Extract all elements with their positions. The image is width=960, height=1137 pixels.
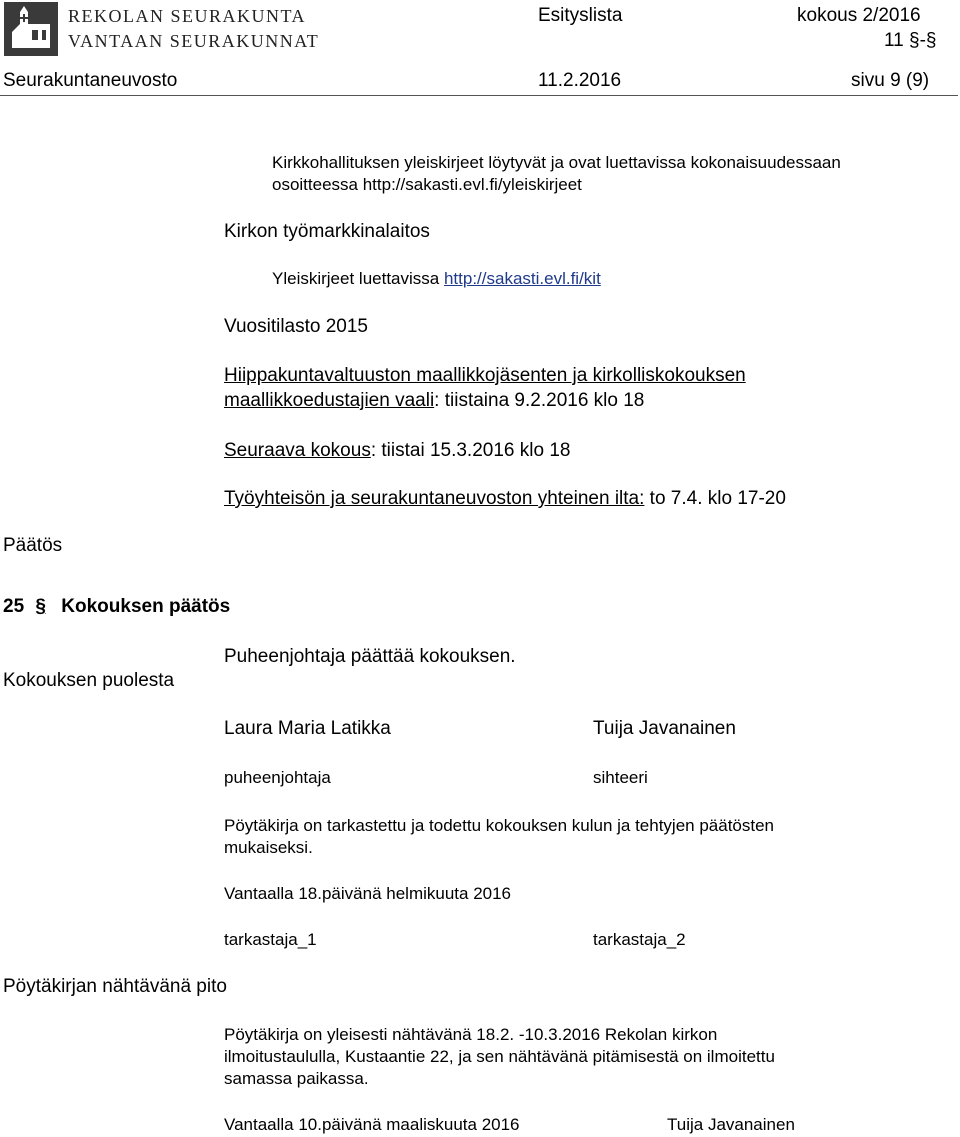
section-number: 25 bbox=[3, 596, 25, 617]
next-meeting-line bbox=[224, 440, 570, 462]
logo-line-1: REKOLAN SEURAKUNTA bbox=[68, 6, 307, 26]
joint-evening-line bbox=[224, 488, 786, 510]
election-title-part-1: Hiippakuntavaltuuston maallikkojäsenten ja kirkolliskokouksen bbox=[224, 365, 746, 386]
chair-role: puheenjohtaja bbox=[224, 768, 331, 787]
joint-evening-label: Työyhteisön ja seurakuntaneuvoston yhteinen ilta: bbox=[224, 488, 645, 509]
next-meeting-date: : tiistai 15.3.2016 klo 18 bbox=[370, 440, 571, 461]
section-heading bbox=[3, 596, 230, 618]
display-place-date: Vantaalla 10.päivänä maaliskuuta 2016 bbox=[224, 1115, 520, 1134]
meeting-number: kokous 2/2016 bbox=[797, 5, 921, 26]
inspection-text-line-1: Pöytäkirja on tarkastettu ja todettu kokouksen kulun ja tehtyjen päätösten bbox=[224, 816, 775, 835]
election-line-2 bbox=[224, 390, 644, 412]
public-display-label: Pöytäkirjan nähtävänä pito bbox=[3, 976, 227, 997]
decision-label: Päätös bbox=[3, 535, 63, 556]
display-text-line-2: ilmoitustaululla, Kustaantie 22, ja sen nähtävänä pitämisestä on ilmoitettu bbox=[224, 1047, 775, 1066]
election-line-1 bbox=[224, 365, 746, 387]
inspector-1: tarkastaja_1 bbox=[224, 930, 317, 949]
meeting-date: 11.2.2016 bbox=[538, 70, 622, 91]
display-text-line-1: Pöytäkirja on yleisesti nähtävänä 18.2. -10.3.2016 Rekolan kirkon bbox=[224, 1025, 718, 1044]
secretary-name: Tuija Javanainen bbox=[593, 718, 736, 739]
header-divider bbox=[0, 95, 958, 96]
election-date: : tiistaina 9.2.2016 klo 18 bbox=[434, 390, 645, 411]
church-emblem-icon bbox=[4, 2, 58, 56]
logo bbox=[4, 2, 320, 56]
kit-link[interactable]: http://sakasti.evl.fi/kit bbox=[443, 269, 601, 288]
closing-statement: Puheenjohtaja päättää kokouksen. bbox=[224, 646, 516, 667]
section-sign: § bbox=[35, 596, 46, 617]
kit-prefix: Yleiskirjeet luettavissa bbox=[272, 269, 444, 288]
election-title-part-2: maallikkoedustajien vaali bbox=[224, 390, 435, 411]
display-signer: Tuija Javanainen bbox=[667, 1115, 795, 1134]
chair-name: Laura Maria Latikka bbox=[224, 718, 391, 739]
on-behalf-label: Kokouksen puolesta bbox=[3, 670, 175, 691]
page-number: sivu 9 (9) bbox=[851, 70, 930, 91]
secretary-role: sihteeri bbox=[593, 768, 648, 787]
inspection-place-date: Vantaalla 18.päivänä helmikuuta 2016 bbox=[224, 884, 512, 903]
document-type: Esityslista bbox=[538, 5, 623, 26]
heading-kirkon-tyomarkkinalaitos: Kirkon työmarkkinalaitos bbox=[224, 221, 430, 242]
section-title: Kokouksen päätös bbox=[61, 596, 231, 617]
display-text-line-3: samassa paikassa. bbox=[224, 1069, 369, 1088]
kit-circulars-line bbox=[272, 269, 601, 289]
section-reference: 11 §-§ bbox=[884, 30, 937, 51]
governing-body: Seurakuntaneuvosto bbox=[3, 70, 178, 91]
inspection-text-line-2: mukaiseksi. bbox=[224, 838, 313, 857]
circulars-paragraph-line-1: Kirkkohallituksen yleiskirjeet löytyvät ja ovat luettavissa kokonaisuudessaan bbox=[272, 153, 841, 172]
next-meeting-label: Seuraava kokous bbox=[224, 440, 371, 461]
inspector-2: tarkastaja_2 bbox=[593, 930, 686, 949]
joint-evening-date: to 7.4. klo 17-20 bbox=[644, 488, 786, 509]
logo-line-2: VANTAAN SEURAKUNNAT bbox=[68, 31, 320, 51]
circulars-paragraph-line-2: osoitteessa http://sakasti.evl.fi/yleiskirjeet bbox=[272, 175, 582, 194]
heading-vuositilasto: Vuositilasto 2015 bbox=[224, 316, 369, 337]
